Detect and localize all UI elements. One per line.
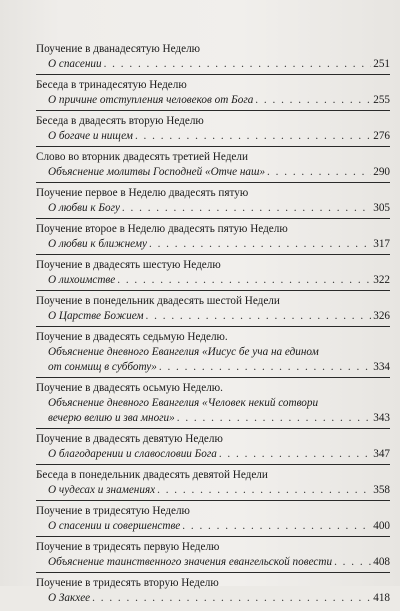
page-number: 343 (373, 412, 390, 424)
toc-entry-title: Поучение в тридесять вторую Неделю (36, 577, 219, 589)
toc-entry-title: Поучение в понедельник двадесять шестой Недели (36, 295, 280, 307)
table-of-contents (36, 42, 390, 611)
toc-entry-subtitle: О спасении и совершенстве (48, 520, 181, 532)
dot-leader (149, 237, 371, 252)
toc-entry-subtitle-row (36, 273, 390, 288)
dot-leader (267, 165, 371, 180)
toc-entry (36, 258, 390, 291)
toc-entry-title: Поучение в двадесять шестую Неделю (36, 259, 221, 271)
toc-entry-subtitle: О чудесах и знамениях (48, 484, 156, 496)
dot-leader (157, 483, 371, 498)
dot-leader (182, 519, 371, 534)
dot-leader (104, 57, 372, 72)
toc-entry-title: Беседа в тринадесятую Неделю (36, 79, 187, 91)
page-number: 400 (373, 520, 390, 532)
toc-entry-subtitle-row (36, 93, 390, 108)
toc-entry-title: Слово во вторник двадесять третией Недели (36, 151, 248, 163)
toc-entry-subtitle: О причине отступления человеков от Бога (48, 94, 254, 106)
toc-entry-subtitle: от сонмищ в субботу» (48, 361, 157, 373)
page-number: 290 (373, 166, 390, 178)
toc-entry-subtitle: О лихоимстве (48, 274, 116, 286)
toc-entry-title: Поучение второе в Неделю двадесять пятую Неделю (36, 223, 288, 235)
toc-entry-subtitle-row (36, 309, 390, 324)
toc-entry (36, 330, 390, 378)
toc-entry (36, 432, 390, 465)
dot-leader (122, 201, 371, 216)
toc-entry-title: Поучение в двадесять седьмую Неделю. (36, 331, 228, 343)
page-number: 334 (373, 361, 390, 373)
toc-entry-title: Поучение в дванадесятую Неделю (36, 43, 201, 55)
dot-leader (135, 129, 371, 144)
toc-entry (36, 42, 390, 75)
toc-entry-title: Поучение первое в Неделю двадесять пятую (36, 187, 249, 199)
toc-entry-subtitle: О любви к Богу (48, 202, 120, 214)
toc-entry (36, 468, 390, 501)
page-number: 255 (373, 94, 390, 106)
toc-entry-subtitle: Объяснение молитвы Господней «Отче наш» (48, 166, 266, 178)
dot-leader (92, 591, 371, 606)
page-number: 276 (373, 130, 390, 142)
toc-entry (36, 504, 390, 537)
page-number: 347 (373, 448, 390, 460)
dot-leader (146, 309, 372, 324)
dot-leader (177, 411, 372, 426)
toc-entry (36, 381, 390, 429)
toc-entry-subtitle-row (36, 201, 390, 216)
toc-entry-subtitle: вечерю велию и зва многи» (48, 412, 175, 424)
toc-entry (36, 576, 390, 608)
toc-entry-subtitle: О Закхее (48, 592, 91, 604)
toc-entry-subtitle-row (36, 555, 390, 570)
dot-leader (117, 273, 371, 288)
toc-entry-subtitle-row (36, 165, 390, 180)
page-number: 408 (373, 556, 390, 568)
toc-entry-subtitle: О любви к ближнему (48, 238, 147, 250)
toc-entry (36, 294, 390, 327)
toc-entry-subtitle-row (36, 591, 390, 606)
toc-entry-title: Поучение в тридесятую Неделю (36, 505, 190, 517)
toc-entry-subtitle-row (36, 519, 390, 534)
page-number: 418 (373, 592, 390, 604)
toc-entry-title: Поучение в двадесять осьмую Неделю. (36, 382, 223, 394)
toc-entry (36, 222, 390, 255)
toc-entry (36, 114, 390, 147)
toc-entry-title: Поучение в двадесять девятую Неделю (36, 433, 223, 445)
page-number: 251 (373, 58, 390, 70)
toc-entry-title: Беседа в понедельник двадесять девятой Недели (36, 469, 268, 481)
toc-entry-subtitle: О Царстве Божием (48, 310, 144, 322)
toc-entry-subtitle: О благодарении и славословии Бога (48, 448, 217, 460)
toc-entry-subtitle-row (36, 447, 390, 462)
toc-entry-subtitle: Объяснение таинственного значения евангельской повести (48, 556, 333, 568)
toc-entry-title: Беседа в двадесять вторую Неделю (36, 115, 204, 127)
toc-entry-title: Поучение в тридесять первую Неделю (36, 541, 220, 553)
toc-entry (36, 150, 390, 183)
page-number: 326 (373, 310, 390, 322)
toc-entry-subtitle-row (36, 360, 390, 375)
toc-entry-subtitle: О богаче и нищем (48, 130, 133, 142)
toc-entry-subtitle-row (36, 57, 390, 72)
page-number: 358 (373, 484, 390, 496)
page-number: 305 (373, 202, 390, 214)
toc-entry-subtitle-row (36, 129, 390, 144)
dot-leader (219, 447, 371, 462)
dot-leader (255, 93, 371, 108)
dot-leader (159, 360, 371, 375)
toc-entry-subtitle: Объяснение дневного Евангелия «Иисус бе уча на едином (48, 346, 319, 358)
toc-entry-subtitle: О спасении (48, 58, 102, 70)
toc-entry-subtitle: Объяснение дневного Евангелия «Человек некий сотвори (48, 397, 319, 409)
toc-entry (36, 186, 390, 219)
toc-entry (36, 78, 390, 111)
toc-entry-subtitle-row (36, 483, 390, 498)
toc-entry-subtitle-row (36, 237, 390, 252)
page-number: 322 (373, 274, 390, 286)
page-number: 317 (373, 238, 390, 250)
toc-entry (36, 540, 390, 573)
dot-leader (334, 555, 371, 570)
toc-entry-subtitle-row (36, 411, 390, 426)
